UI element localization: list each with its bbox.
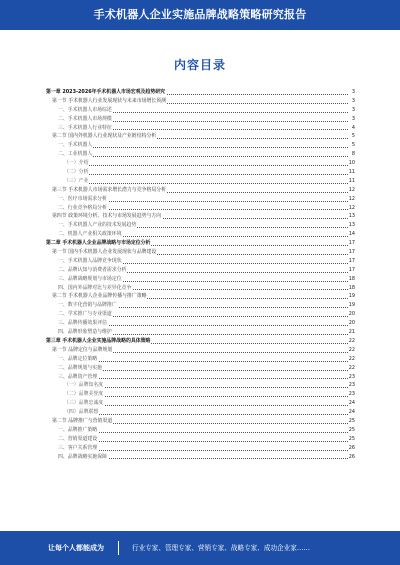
toc-page-number: 17: [348, 240, 355, 247]
toc-entry[interactable]: [46, 97, 355, 106]
toc-entry-text: （一）品牌知名度: [64, 382, 104, 389]
toc-entry[interactable]: [46, 364, 355, 373]
toc-entry-text: 二、工业机器人: [58, 151, 93, 158]
toc-page-number: 17: [348, 266, 355, 273]
toc-page-number: 26: [348, 453, 355, 460]
toc-entry[interactable]: [46, 195, 355, 204]
toc-entry-text: （三）产业: [64, 177, 89, 184]
toc-page-number: 3: [351, 106, 355, 113]
toc-entry[interactable]: [46, 150, 355, 159]
toc-entry-text: 第三节 手术机器人市场需求增长潜力与竞争格局分析: [52, 186, 167, 193]
toc-entry[interactable]: [46, 106, 355, 115]
toc-entry-text: 二、机器人产业相关政策环境: [58, 231, 122, 238]
toc-page-number: 3: [351, 115, 355, 122]
toc-page-number: 17: [348, 257, 355, 264]
toc-entry[interactable]: [46, 204, 355, 213]
toc-entry-text: 第四节 政策环境分析、技术与市场发展趋势与方向: [52, 213, 162, 220]
toc-dot-leader: [64, 165, 348, 166]
footer-slogan: 让每个人都能成为: [48, 544, 104, 552]
toc-entry[interactable]: [46, 248, 355, 257]
toc-page-number: 10: [348, 160, 355, 167]
toc-page-number: 8: [351, 151, 355, 158]
toc-entry[interactable]: [46, 266, 355, 275]
toc-entry[interactable]: [46, 444, 355, 453]
toc-entry[interactable]: [46, 381, 355, 390]
toc-entry[interactable]: [46, 177, 355, 186]
toc-entry-text: 一、手术机器人市场综述: [58, 106, 112, 113]
toc-entry[interactable]: [46, 373, 355, 382]
toc-page-number: 22: [348, 346, 355, 353]
toc-entry[interactable]: [46, 275, 355, 284]
toc-entry[interactable]: [46, 355, 355, 364]
toc-page-number: 17: [348, 249, 355, 256]
toc-entry[interactable]: [46, 292, 355, 301]
toc-entry-text: 二、学术推广与专业渠道: [58, 311, 112, 318]
toc-entry[interactable]: [46, 417, 355, 426]
toc-page-number: 25: [348, 417, 355, 424]
toc-page-number: 5: [351, 142, 355, 149]
toc-entry-text: （三）品牌忠诚度: [64, 400, 104, 407]
toc-entry-text: 二、行业竞争格局分析: [58, 204, 107, 211]
toc-entry[interactable]: [46, 88, 355, 97]
toc-entry-text: 四、品牌战略实施保障: [58, 453, 107, 460]
toc-page-number: 18: [348, 275, 355, 282]
toc-entry-text: 三、品牌传播效果评估: [58, 320, 107, 327]
toc-page-number: 22: [348, 364, 355, 371]
footer-bar: [0, 531, 400, 565]
toc-page-number: 12: [348, 204, 355, 211]
toc-entry[interactable]: [46, 399, 355, 408]
toc-page-number: 25: [348, 435, 355, 442]
toc-dot-leader: [58, 156, 348, 157]
toc-entry-text: 二、手术机器人市场规模: [58, 115, 112, 122]
toc-dot-leader: [64, 174, 348, 175]
report-title: 手术机器人企业实施品牌战略策略研究报告: [93, 8, 307, 21]
toc-page-number: 11: [348, 177, 355, 184]
toc-page-number: 22: [348, 337, 355, 344]
report-header-bar: [0, 0, 400, 30]
toc-dot-leader: [58, 361, 348, 362]
toc-entry[interactable]: [46, 115, 355, 124]
toc-entry-text: 三、品牌战略规划与市场定位: [58, 275, 122, 282]
toc-entry-text: （二）品牌美誉度: [64, 391, 104, 398]
toc-dot-leader: [58, 378, 348, 379]
toc-page-number: 24: [348, 409, 355, 416]
toc-entry-text: 一、品牌定位策略: [58, 355, 98, 362]
toc-entry[interactable]: [46, 230, 355, 239]
toc-entry[interactable]: [46, 141, 355, 150]
toc-dot-leader: [58, 441, 348, 442]
toc-entry-text: 第一节 品牌定位与品牌规划: [52, 346, 113, 353]
toc-page-number: 24: [348, 400, 355, 407]
toc-entry[interactable]: [46, 453, 355, 462]
toc-entry[interactable]: [46, 284, 355, 293]
toc-page-number: 23: [348, 382, 355, 389]
toc-entry[interactable]: [46, 159, 355, 168]
toc-page-number: 19: [348, 302, 355, 309]
footer-tagline: 行业专家、管理专家、营销专家、战略专家、成功企业家……: [132, 544, 311, 552]
toc-entry-text: 第三章 手术机器人企业实施品牌战略的具体策略: [46, 337, 151, 344]
toc-entry[interactable]: [46, 257, 355, 266]
toc-entry-text: 第二节 品牌推广与营销渠道: [52, 417, 113, 424]
toc-entry[interactable]: [46, 435, 355, 444]
toc-page-number: 14: [348, 231, 355, 238]
toc-dot-leader: [64, 387, 348, 388]
toc-entry[interactable]: [46, 132, 355, 141]
toc-page-number: 12: [348, 186, 355, 193]
toc-entry-text: 四、国内外品牌对比与差异化竞争: [58, 284, 132, 291]
toc-page-number: 21: [348, 329, 355, 336]
toc-entry-text: （一）介绍: [64, 160, 89, 167]
toc-entry-text: 第二节 手术机器人企业品牌传播与推广策略: [52, 293, 147, 300]
toc-page-number: 18: [348, 284, 355, 291]
toc-entry[interactable]: [46, 186, 355, 195]
toc-entry-text: 二、品牌规划与实施: [58, 364, 103, 371]
toc-entry-text: 一、数字化营销与品牌推广: [58, 302, 117, 309]
toc-entry[interactable]: [46, 337, 355, 346]
toc-page-number: 19: [348, 293, 355, 300]
toc-page-number: 26: [348, 444, 355, 451]
toc-page-number: 11: [348, 169, 355, 176]
toc-entry-text: 第一节 手术机器人行业发展现状与未来市场增长预测: [52, 97, 167, 104]
toc-dot-leader: [58, 147, 348, 148]
toc-entry[interactable]: [46, 301, 355, 310]
toc-entry[interactable]: [46, 346, 355, 355]
toc-entry[interactable]: [46, 426, 355, 435]
toc-dot-leader: [64, 414, 348, 415]
table-of-contents: [46, 88, 355, 461]
toc-entry-text: 一、手术机器人: [58, 142, 93, 149]
toc-dot-leader: [58, 450, 348, 451]
toc-page-number: 22: [348, 355, 355, 362]
toc-dot-leader: [64, 405, 348, 406]
toc-page-number: 3: [351, 89, 355, 95]
toc-dot-leader: [64, 183, 348, 184]
toc-page-number: 13: [348, 213, 355, 220]
toc-entry-text: 四、品牌形象塑造与维护: [58, 329, 112, 336]
toc-entry[interactable]: [46, 168, 355, 177]
toc-entry[interactable]: [46, 319, 355, 328]
toc-entry-text: 一、手术机器人品牌竞争现状: [58, 257, 122, 264]
toc-entry-text: 三、品牌资产管理: [58, 373, 98, 380]
toc-entry[interactable]: [46, 221, 355, 230]
toc-dot-leader: [64, 396, 348, 397]
toc-entry-text: 第二章 手术机器人企业品牌战略与市场定位分析: [46, 240, 151, 247]
toc-entry-text: 一、品牌推广策略: [58, 426, 98, 433]
toc-entry[interactable]: [46, 408, 355, 417]
toc-page-number: 3: [351, 97, 355, 104]
toc-page-number: 25: [348, 426, 355, 433]
toc-page-number: 4: [351, 124, 355, 131]
toc-page-number: 5: [351, 133, 355, 140]
toc-entry[interactable]: [46, 239, 355, 248]
toc-entry[interactable]: [46, 328, 355, 337]
toc-entry[interactable]: [46, 124, 355, 133]
toc-entry-text: 二、品牌认知与消费者需求分析: [58, 266, 127, 273]
toc-page-number: 20: [348, 320, 355, 327]
toc-dot-leader: [58, 432, 348, 433]
toc-entry[interactable]: [46, 390, 355, 399]
toc-entry-text: 第一章 2023-2026年手术机器人市场宏观及趋势研究: [46, 89, 165, 95]
toc-entry-text: 一、手术机器人产业的技术发展趋势: [58, 222, 137, 229]
toc-page-number: 23: [348, 391, 355, 398]
toc-entry-text: 三、手术机器人行业特征: [58, 124, 112, 131]
toc-page-number: 23: [348, 373, 355, 380]
toc-entry-text: 三、客户关系管理: [58, 444, 98, 451]
toc-entry-text: 二、营销渠道建设: [58, 435, 98, 442]
toc-page-number: 13: [348, 222, 355, 229]
toc-page-number: 12: [348, 195, 355, 202]
toc-entry-text: （四）品牌联想: [64, 409, 99, 416]
toc-entry[interactable]: [46, 310, 355, 319]
footer-divider: [118, 541, 119, 555]
toc-entry-text: （二）分析: [64, 169, 89, 176]
toc-page-number: 20: [348, 311, 355, 318]
toc-entry-text: 第二节 国内外机器人行业现状及产业链结构分析: [52, 133, 157, 140]
toc-heading: 内容目录: [173, 58, 226, 72]
toc-entry-text: 一、医疗市场需求分析: [58, 195, 107, 202]
toc-entry[interactable]: [46, 212, 355, 221]
toc-entry-text: 第一节 国内手术机器人企业发展现状与品牌建设: [52, 249, 157, 256]
